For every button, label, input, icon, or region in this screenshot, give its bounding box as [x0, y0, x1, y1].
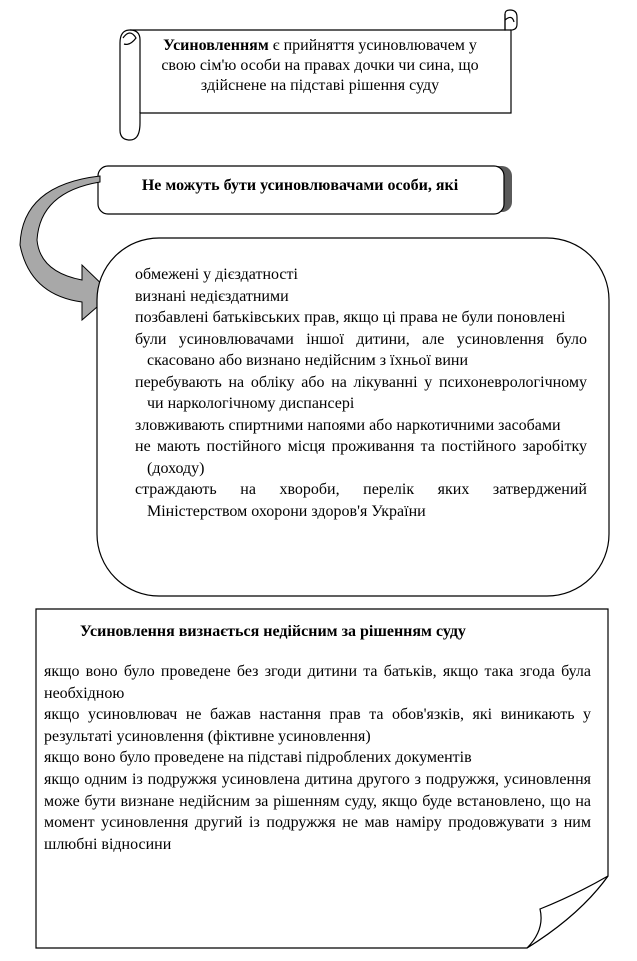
list-item: якщо усиновлювач не бажав настання прав та обов'язків, які виникають у результаті усиновлення (фіктивне усиновлення)	[44, 706, 591, 745]
definition-body: є прийняття усиновлювачем у свою сім'ю особи на правах дочки чи сина, що здійснене на підставі рішення суду	[161, 37, 479, 94]
list-item: обмежені у дієздатності	[135, 266, 298, 283]
restrictions-title: Не можуть бути усиновлювачами особи, які	[141, 177, 459, 194]
invalidation-title: Усиновлення визнається недійсним за рішенням суду	[80, 623, 466, 640]
restrictions-list	[135, 264, 587, 522]
list-item: якщо воно було проведене на підставі підроблених документів	[44, 749, 472, 767]
list-item: позбавлені батьківських прав, якщо ці права не були поновлені	[135, 309, 566, 326]
definition-text	[145, 36, 495, 96]
list-item: не мають постійного місця проживання та постійного заробітку (доходу)	[135, 438, 587, 477]
list-item: були усиновлювачами іншої дитини, але усиновлення було скасовано або визнано недійсним з їхньої вини	[135, 330, 587, 369]
list-item: перебувають на обліку або на лікуванні у психоневрологічному чи наркологічному диспансері	[135, 373, 587, 412]
list-item: якщо одним із подружжя усиновлена дитина другого з подружжя, усиновлення може бути визнане недійсним за рішенням суду, якщо буде встановлено, що на момент усиновлення другий із подружжя не мав наміру продовжувати з ним шлюбні відносини	[44, 770, 591, 853]
list-item: страждають на хвороби, перелік яких затверджений Міністерством охорони здоров'я України	[135, 481, 587, 520]
definition-term: Усиновленням	[163, 37, 269, 54]
list-item: визнані недієздатними	[135, 287, 289, 305]
list-item: якщо воно було проведене без згоди дитини та батьків, якщо така згода була необхідною	[44, 663, 591, 702]
list-item: зловживають спиртними напоями або наркотичними засобами	[135, 416, 561, 434]
invalidation-list	[44, 661, 591, 855]
